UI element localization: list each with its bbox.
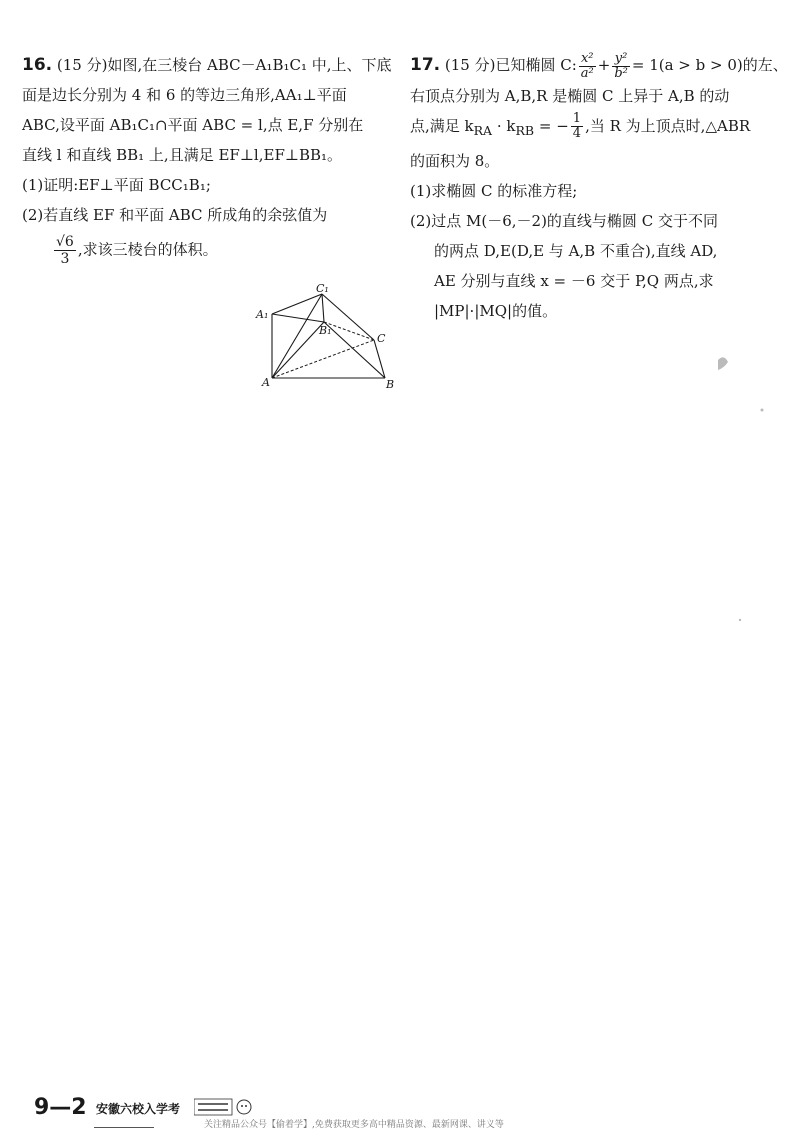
problem-17-text-3-end: ,当 R 为上顶点时,△ABR xyxy=(585,116,751,135)
plus-sign: + xyxy=(597,56,611,74)
problem-17-text-3-start: 点,满足 k xyxy=(410,116,474,135)
edge-a1-b1 xyxy=(272,314,324,322)
frustum-figure xyxy=(252,282,402,392)
problem-16-part-2-cont xyxy=(22,234,394,267)
problem-16-part-2-end: ,求该三棱台的体积。 xyxy=(77,240,218,259)
label-b: B xyxy=(386,378,395,391)
x-fraction-denominator: a² xyxy=(580,65,594,81)
problem-17-part-2-line-4: |MP|·|MQ|的值。 xyxy=(434,301,558,320)
problem-17-line-3 xyxy=(410,111,782,146)
y-fraction-denominator: b² xyxy=(614,65,628,81)
slope-rb-subscript: RB xyxy=(515,122,535,138)
problem-17-line-1 xyxy=(410,50,788,81)
x-fraction-numerator: x² xyxy=(579,52,596,67)
problem-16-text-1: (15 分)如图,在三棱台 ABC－A₁B₁C₁ 中,上、下底 xyxy=(56,56,392,74)
quarter-denominator: 4 xyxy=(572,126,582,141)
publisher-logo xyxy=(194,1097,254,1117)
hidden-edge-a-c xyxy=(272,340,374,378)
problem-17-part-2-line-3: AE 分别与直线 x = －6 交于 P,Q 两点,求 xyxy=(434,271,714,290)
watermark-text: 关注精品公众号【偷着学】,免费获取更多高中精品资源、最新网课、讲义等 xyxy=(204,1120,504,1130)
problem-17-text-1-end: = 1(a > b > 0)的左、 xyxy=(631,56,788,74)
scan-specks xyxy=(700,350,780,650)
edge-a1-c1 xyxy=(272,294,322,314)
footer-rule xyxy=(94,1127,154,1128)
problem-16-line-2: 面是边长分别为 4 和 6 的等边三角形,AA₁⊥平面 xyxy=(22,86,347,104)
label-c: C xyxy=(377,332,386,345)
edge-b1-b xyxy=(324,322,385,378)
problem-16 xyxy=(22,50,394,267)
problem-17-number: 17. xyxy=(410,55,441,75)
x-squared-fraction xyxy=(579,52,596,81)
problem-17-text-1: (15 分)已知椭圆 C: xyxy=(444,56,577,74)
edge-c1-b1 xyxy=(322,294,324,322)
page-number: 9—2 xyxy=(34,1095,87,1120)
equals-minus: = − xyxy=(534,116,569,135)
series-name: 安徽六校入学考 xyxy=(96,1102,181,1116)
label-a: A xyxy=(262,376,270,389)
page-footer xyxy=(34,1095,794,1130)
problem-16-part-2: (2)若直线 EF 和平面 ABC 所成角的余弦值为 xyxy=(22,206,328,224)
cosine-value-fraction xyxy=(54,234,76,267)
quarter-fraction xyxy=(571,112,583,141)
slope-ra-subscript: RA xyxy=(473,122,493,138)
problem-17-part-1: (1)求椭圆 C 的标准方程; xyxy=(410,181,578,200)
problem-17-part-2-line-2: 的两点 D,E(D,E 与 A,B 不重合),直线 AD, xyxy=(434,241,718,260)
y-fraction-numerator: y² xyxy=(612,52,630,67)
problem-16-line-1 xyxy=(22,50,394,80)
problem-17-part-2-line-1: (2)过点 M(－6,－2)的直线与椭圆 C 交于不同 xyxy=(410,211,718,230)
quarter-numerator: 1 xyxy=(572,111,582,126)
y-squared-fraction xyxy=(612,52,630,81)
problem-17 xyxy=(410,50,788,326)
problem-17-line-4: 的面积为 8。 xyxy=(410,151,500,170)
dot-operator: · k xyxy=(492,116,516,135)
label-b1: B₁ xyxy=(319,324,332,337)
fraction-numerator: √6 xyxy=(56,234,74,250)
problem-17-line-2: 右顶点分别为 A,B,R 是椭圆 C 上异于 A,B 的动 xyxy=(410,86,730,105)
fraction-denominator: 3 xyxy=(60,251,70,267)
problem-16-line-3: ABC,设平面 AB₁C₁∩平面 ABC = l,点 E,F 分别在 xyxy=(22,116,364,134)
hidden-edge-b1-c xyxy=(324,322,374,340)
problem-16-number: 16. xyxy=(22,55,53,75)
edge-a-b1 xyxy=(272,322,324,378)
label-c1: C₁ xyxy=(316,282,329,295)
problem-16-part-1: (1)证明:EF⊥平面 BCC₁B₁; xyxy=(22,176,211,194)
edge-a-c1 xyxy=(272,294,322,378)
label-a1: A₁ xyxy=(256,308,269,321)
problem-16-line-4: 直线 l 和直线 BB₁ 上,且满足 EF⊥l,EF⊥BB₁。 xyxy=(22,146,343,164)
